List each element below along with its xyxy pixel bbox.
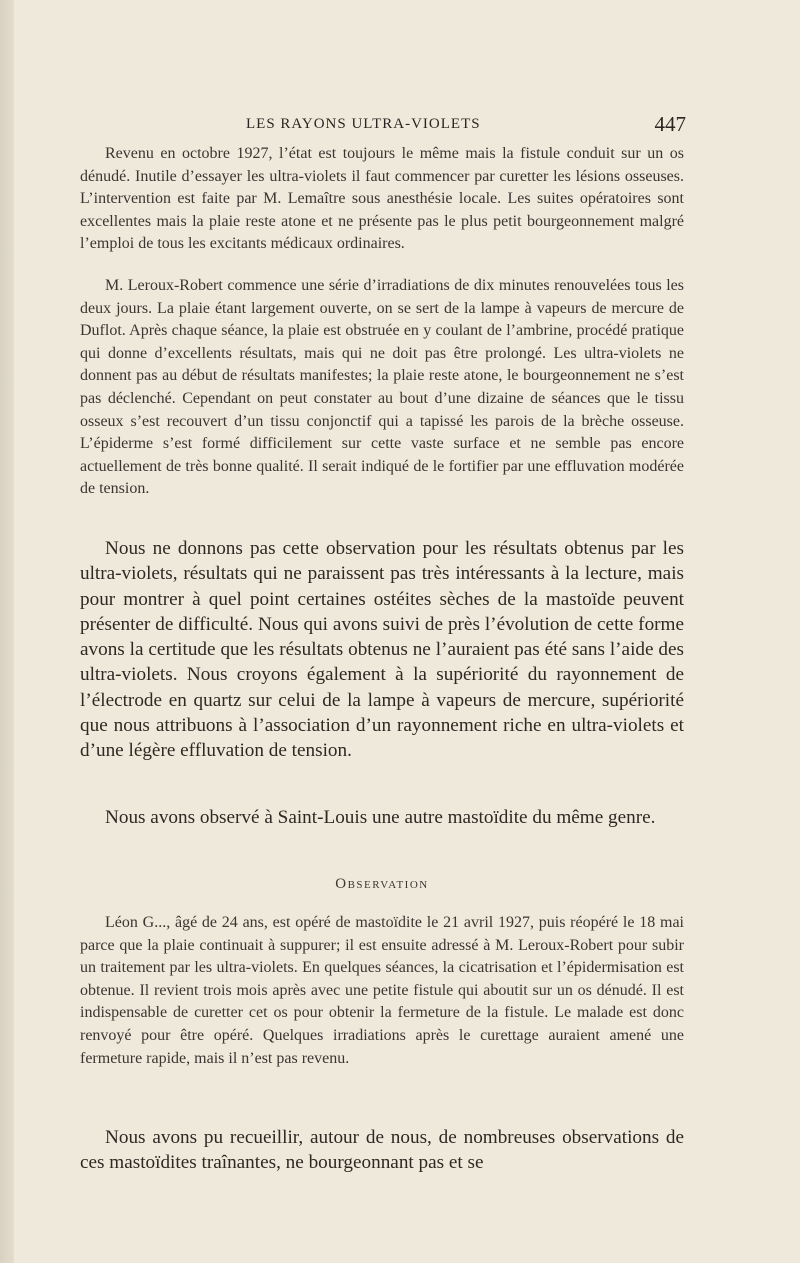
observation-text: Revenu en octobre 1927, l’état est toujours le même mais la fistule conduit sur un os dénudé. Inutile d’essayer les ultra-violets il faut commencer par curetter les lésions osseuses. L’intervention est faite par M. Lemaître sous anesthésie locale. Les suites opératoires sont excellentes mais la plaie reste atone et ne présente pas le plus petit bourgeonnement malgré l’emploi de tous les excitants médicaux ordinaires.: [80, 145, 684, 253]
observation-text: Léon G..., âgé de 24 ans, est opéré de mastoïdite le 21 avril 1927, puis réopéré le 18 mai parce que la plaie continuait à suppurer; il est ensuite adressé à M. Leroux-Robert pour subir un traitement par les ultra-violets. En quelques séances, la cicatrisation et l’épidermisation est obtenue. Il revient trois mois après avec une petite fistule qui aboutit sur un os dénudé. Il est indispensable de curetter cet os pour obtenir la fermeture de la fistule. Le malade est donc renvoyé pour être opéré. Quelques irradiations après le curettage auraient amené une fermeture rapide, mais il n’est pas revenu.: [80, 914, 684, 1067]
main-paragraph-2: [80, 805, 684, 830]
main-paragraph-1: [80, 536, 684, 764]
page-number: 447: [654, 112, 686, 136]
body-text: Nous avons observé à Saint-Louis une autre mastoïdite du même genre.: [105, 807, 656, 828]
page-header: [66, 112, 686, 138]
body-text: Nous ne donnons pas cette observation pour les résultats obtenus par les ultra-violets, résultats qui ne paraissent pas très intéressants à la lecture, mais pour montrer à quel point certaines ostéites sèches de la mastoïde peuvent présenter de difficulté. Nous qui avons suivi de près l’évolution de cette forme avons la certitude que les résultats obtenus ne l’auraient pas été sans l’aide des ultra-violets. Nous croyons également à la supériorité du rayonnement de l’électrode en quartz sur celui de la lampe à vapeurs de mercure, supériorité que nous attribuons à l’association d’un rayonnement riche en ultra-violets et d’une légère effluvation de tension.: [80, 538, 684, 762]
observation-paragraph-3: [80, 912, 684, 1070]
body-text: Nous avons pu recueillir, autour de nous, de nombreuses observations de ces mastoïdites traînantes, ne bourgeonnant pas et se: [80, 1127, 684, 1174]
page-gutter: [0, 0, 14, 1263]
observation-heading: Observation: [335, 876, 429, 892]
observation-paragraph-2: [80, 275, 684, 501]
running-title: LES RAYONS ULTRA-VIOLETS: [246, 116, 481, 132]
observation-paragraph-1: [80, 143, 684, 256]
observation-text: M. Leroux-Robert commence une série d’irradiations de dix minutes renouvelées tous les deux jours. La plaie étant largement ouverte, on se sert de la lampe à vapeurs de mercure de Duflot. Après chaque séance, la plaie est obstruée en y coulant de l’ambrine, procédé pratique qui donne d’excellents résultats, mais qui ne doit pas être prolongé. Les ultra-violets ne donnent pas au début de résultats manifestes; la plaie reste atone, le bourgeonnement ne s’est pas déclenché. Cependant on peut constater au bout d’une dizaine de séances que le tissu osseux s’est recouvert d’un tissu conjonctif qui a tapissé les parois de la brèche osseuse. L’épiderme s’est formé difficilement sur cette vaste surface et ne semble pas encore actuellement de très bonne qualité. Il serait indiqué de le fortifier par une effluvation modérée de tension.: [80, 277, 684, 498]
closing-paragraph: [80, 1125, 684, 1176]
